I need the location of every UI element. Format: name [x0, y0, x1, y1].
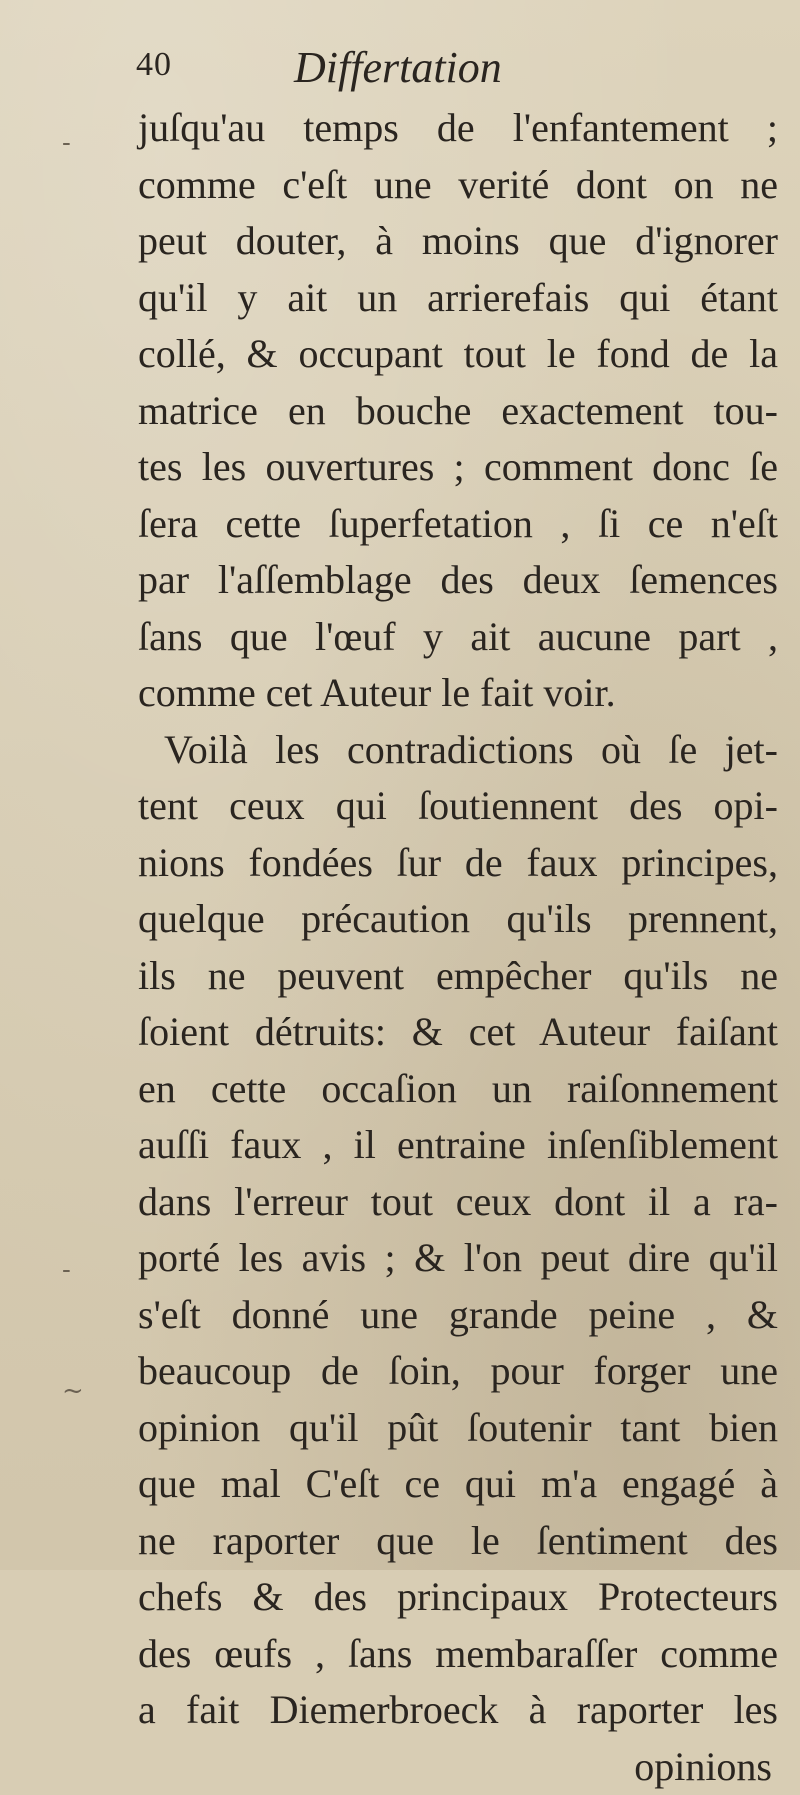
page-number: 40	[136, 46, 172, 84]
text-line: nions fondées ſur de faux principes,	[138, 835, 778, 892]
text-line: ſoient détruits: & cet Auteur faiſant	[138, 1004, 778, 1061]
text-line: quelque précaution qu'ils prennent,	[138, 891, 778, 948]
margin-mark: -	[62, 128, 71, 158]
text-line: ſera cette ſuperfetation , ſi ce n'eſt	[138, 496, 778, 553]
running-head: Differtation	[294, 42, 502, 93]
text-line: auſſi faux , il entraine inſenſiblement	[138, 1117, 778, 1174]
text-line: tent ceux qui ſoutiennent des opi-	[138, 778, 778, 835]
text-line: ils ne peuvent empêcher qu'ils ne	[138, 948, 778, 1005]
text-line: a fait Diemerbroeck à raporter les	[138, 1682, 778, 1739]
text-line: dans l'erreur tout ceux dont il a ra-	[138, 1174, 778, 1231]
text-line: beaucoup de ſoin, pour forger une	[138, 1343, 778, 1400]
text-line: ſans que l'œuf y ait aucune part ,	[138, 609, 778, 666]
text-line: s'eſt donné une grande peine , &	[138, 1287, 778, 1344]
text-line: chefs & des principaux Protecteurs	[138, 1569, 778, 1626]
text-line: ne raporter que le ſentiment des	[138, 1513, 778, 1570]
text-line: en cette occaſion un raiſonnement	[138, 1061, 778, 1118]
text-line: opinion qu'il pût ſoutenir tant bien	[138, 1400, 778, 1457]
text-line: qu'il y ait un arrierefais qui étant	[138, 270, 778, 327]
text-line: juſqu'au temps de l'enfantement ;	[138, 100, 778, 157]
text-line: des œufs , ſans membaraſſer comme	[138, 1626, 778, 1683]
text-line: matrice en bouche exactement tou-	[138, 383, 778, 440]
text-line: tes les ouvertures ; comment donc ſe	[138, 439, 778, 496]
text-line: porté les avis ; & l'on peut dire qu'il	[138, 1230, 778, 1287]
body-text	[138, 100, 778, 1795]
catchword: opinions	[138, 1739, 778, 1795]
margin-mark: ~	[62, 1376, 84, 1406]
text-line: peut douter, à moins que d'ignorer	[138, 213, 778, 270]
text-line: comme c'eſt une verité dont on ne	[138, 157, 778, 214]
text-line: collé, & occupant tout le fond de la	[138, 326, 778, 383]
text-line: que mal C'eſt ce qui m'a engagé à	[138, 1456, 778, 1513]
text-line: par l'aſſemblage des deux ſemences	[138, 552, 778, 609]
text-line: comme cet Auteur le fait voir.	[138, 665, 778, 722]
text-line: Voilà les contradictions où ſe jet-	[138, 722, 778, 779]
margin-mark: -	[62, 1255, 71, 1285]
page-header	[136, 46, 656, 96]
